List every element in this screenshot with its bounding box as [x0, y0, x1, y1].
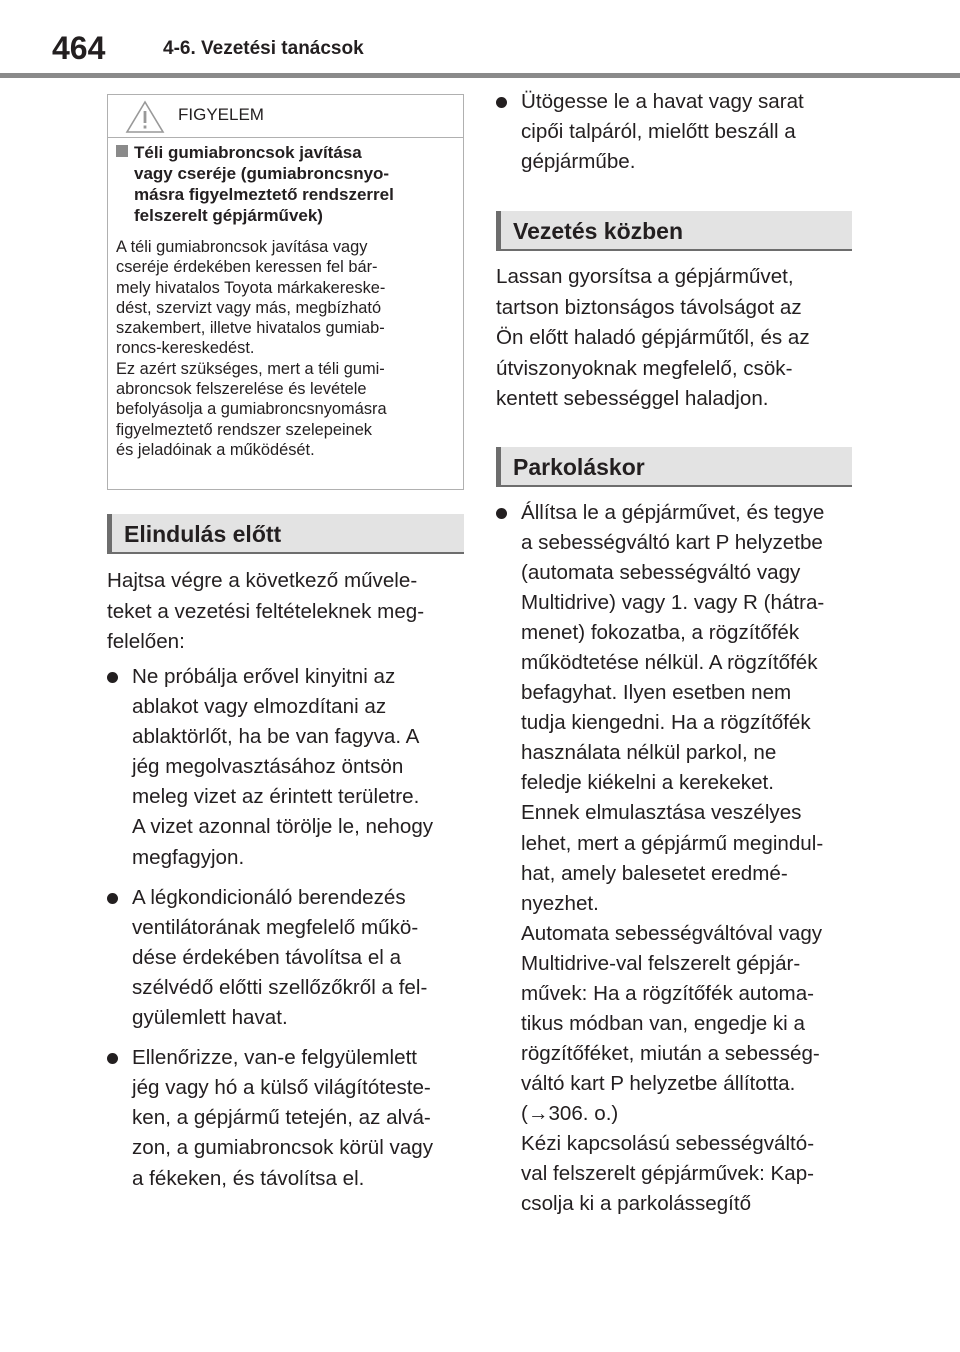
warning-text: A téli gumiabroncsok javítása vagy cseréje érdekében keressen fel bár- mely hivatalos Toyota márkakereske- dést, szervizt vagy más, megbízható szakembert, illetve hivatalos gumiab- roncs-kereskedést. Ez azért szükséges, mert a téli gumi- abroncsok felszerelése és levétele befolyásolja a gumiabroncsnyomásra figyelmeztető rendszer szelepeinek és jeladóinak a működését. [116, 238, 387, 459]
heading-before-start: Elindulás előtt [107, 514, 464, 554]
while-driving-text: Lassan gyorsítsa a gépjárművet, tartson biztonságos távolságot az Ön előtt haladó gépjárműtől, és az útviszonyoknak megfelelő, csök- kentett sebességgel haladjon. [496, 265, 810, 410]
list-item: A légkondicionáló berendezés ventilátorának megfelelő műkö- dése érdekében távolítsa el a szélvédő előtti szellőzőkről a fel- gyülemlett havat. [107, 883, 467, 1033]
heading-parking: Parkoláskor [496, 447, 852, 487]
section-title: 4-6. Vezetési tanácsok [163, 38, 364, 59]
warning-header [108, 95, 463, 138]
continued-bullet [496, 87, 856, 187]
page-header [0, 0, 960, 80]
page-number: 464 [52, 30, 106, 66]
list-item: Állítsa le a gépjárművet, és tegye a sebességváltó kart P helyzetbe (automata sebességváltó vagy Multidrive) vagy 1. vagy R (hátra- menet) fokozatba, a rögzítőfék működtetése nélkül. A rögzítőfék befagyhat. Ilyen esetben nem tudja kiengedni. Ha a rögzítőfék használata nélkül parkol, ne feledje kiékelni a kerekeket. Ennek elmulasztása veszélyes lehet, mert a gépjármű megindul- hat, amely balesetet eredmé- nyezhet. Automata sebességváltóval vagy Multidrive-val felszerelt gépjár- művek: Ha a rögzítőfék automa- tikus módban van, engedje ki a rögzítőféket, miután a sebesség- váltó kart P helyzetbe állította. (→306. o.) Kézi kapcsolású sebességváltó- val felszerelt gépjárművek: Kap- csolja ki a parkolássegítő [496, 498, 858, 1219]
square-bullet-icon [116, 145, 128, 157]
list-item: Ellenőrizze, van-e felgyülemlett jég vagy hó a külső világítóteste- ken, a gépjármű tetején, az alvá- zon, a gumiabroncsok körül vagy a fékeken, és távolítsa el. [107, 1043, 467, 1193]
before-start-bullets [107, 662, 467, 1204]
warning-label: FIGYELEM [178, 105, 264, 124]
list-item: Ne próbálja erővel kinyitni az ablakot vagy elmozdítani az ablaktörlőt, ha be van fagyva. A jég megolvasztásához öntsön meleg vizet az érintett területre. A vizet azonnal törölje le, nehogy megfagyjon. [107, 662, 467, 873]
warning-triangle-icon [125, 100, 165, 139]
parking-bullets [496, 498, 858, 1229]
list-item: Ütögesse le a havat vagy sarat cipői talpáról, mielőtt beszáll a gépjárműbe. [496, 87, 856, 177]
heading-while-driving: Vezetés közben [496, 211, 852, 251]
warning-subtitle: Téli gumiabroncsok javítása vagy cseréje (gumiabroncsnyo- másra figyelmeztető rendszerrel felszerelt gépjárművek) [116, 142, 456, 226]
before-start-intro: Hajtsa végre a következő művele- teket a vezetési feltételeknek meg- felelően: [107, 569, 425, 653]
header-rule [0, 73, 960, 78]
warning-box [107, 94, 464, 490]
